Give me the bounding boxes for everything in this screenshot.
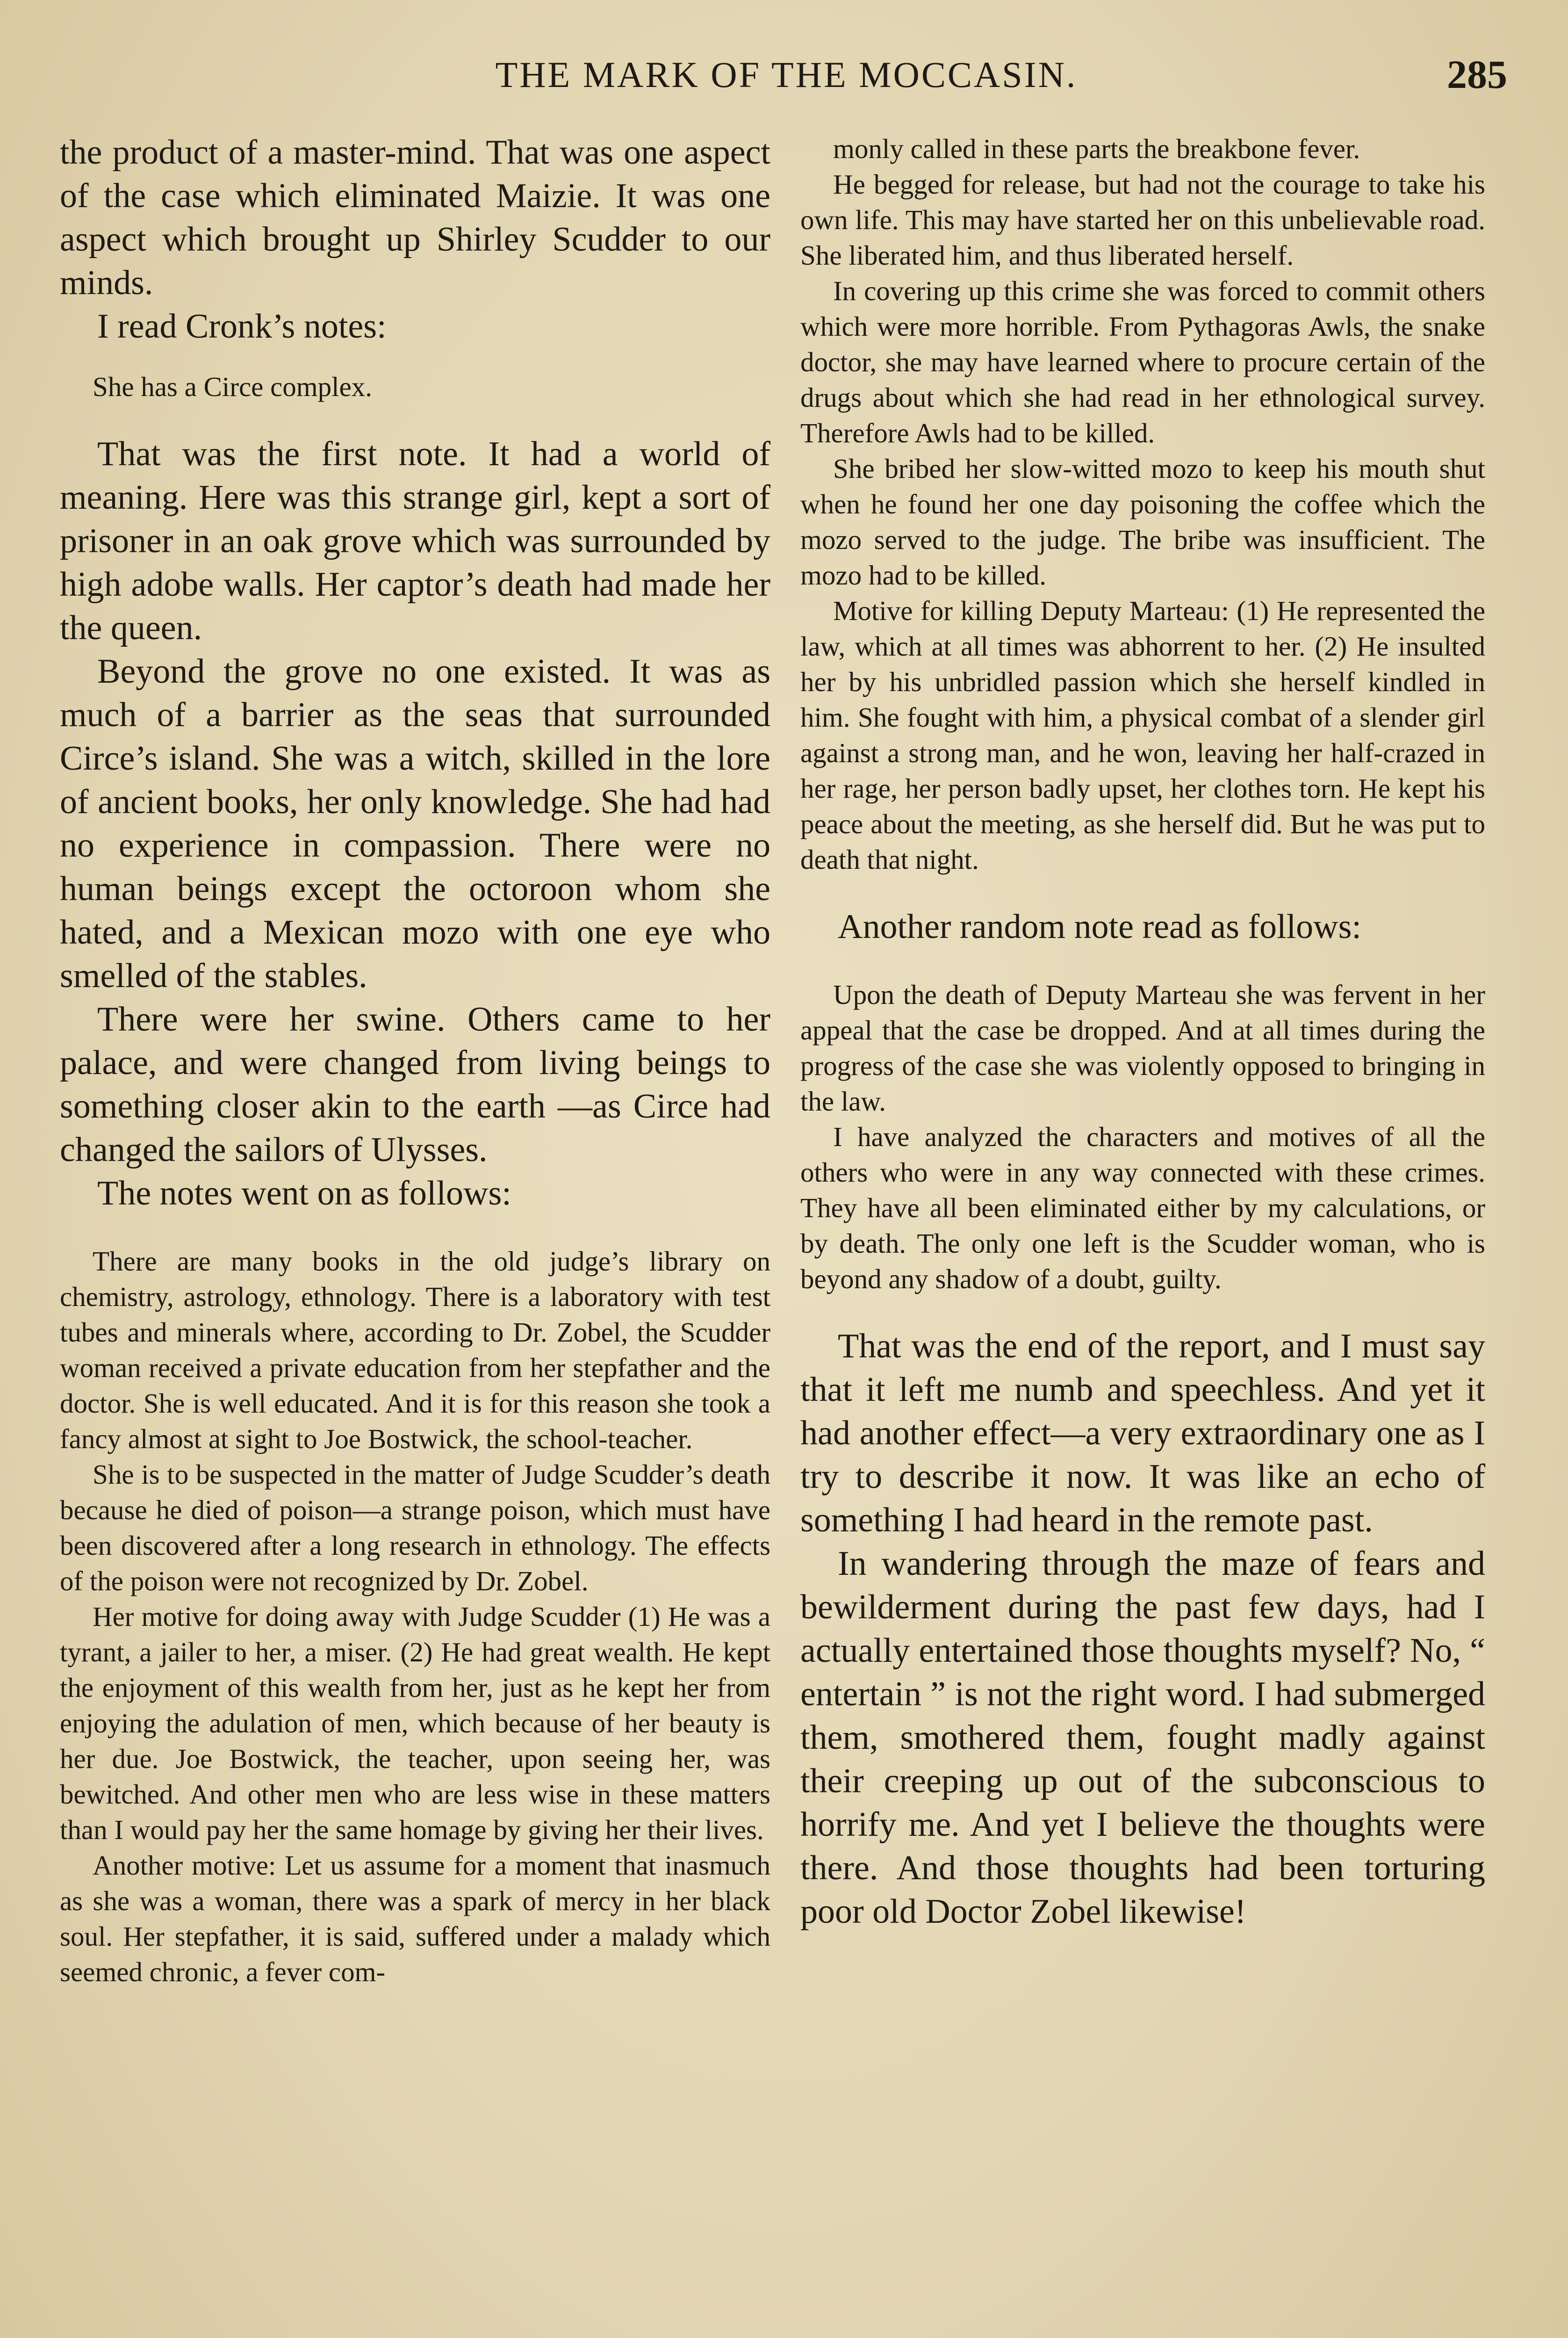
note-paragraph: In covering up this crime she was forced to commit others which were more horrible. From Pythagoras Awls, the snake doctor, she may have learned where to procure certain of the drugs about which she had read in her ethnological survey. Therefore Awls had to be killed.: [800, 275, 1485, 448]
note-paragraph: He begged for release, but had not the courage to take his own life. This may have started her on this unbelievable road. She liberated him, and thus liberated herself.: [800, 169, 1485, 271]
page-header: [56, 44, 1517, 101]
note-paragraph: Motive for killing Deputy Marteau: (1) He represented the law, which at all times was abhorrent to her. (2) He insulted her by his unbridled passion which she herself kindled in him. She fought with him, a physical combat of a slender girl against a strong man, and he won, leaving her half-crazed in her rage, her person badly upset, her clothes torn. He kept his peace about the meeting, as she herself did. But he was put to death that night.: [800, 595, 1485, 875]
right-column: [800, 131, 1485, 1934]
paragraph: Beyond the grove no one existed. It was as much of a barrier as the seas that surrounded Circe’s island. She was a witch, skilled in the lore of ancient books, her only knowledge. She had had no experience in compassion. There were no human beings except the octoroon whom she hated, and a Mexican mozo with one eye who smelled of the stables.: [60, 652, 770, 995]
paragraph: I read Cronk’s notes:: [97, 307, 387, 346]
paragraph: In wandering through the maze of fears and bewilderment during the past few days, had I actually entertained those thoughts myself? No, “ entertain ” is not the right word. I had submerged them, smothered them, fought madly against their creeping up out of the subconscious to horrify me. And yet I believe the thoughts were there. And those thoughts had been torturing poor old Doctor Zobel likewise!: [800, 1544, 1485, 1931]
running-head: THE MARK OF THE MOCCASIN.: [495, 54, 1078, 95]
note-paragraph: There are many books in the old judge’s library on chemistry, astrology, ethnology. There is a laboratory with test tubes and minerals where, according to Dr. Zobel, the Scudder woman received a private education from her stepfather and the doctor. She is well educated. And it is for this reason she took a fancy almost at sight to Joe Bostwick, the school-teacher.: [60, 1246, 770, 1454]
note-paragraph: She bribed her slow-witted mozo to keep his mouth shut when he found her one day poisoning the coffee which the mozo served to the judge. The bribe was insufficient. The mozo had to be killed.: [800, 453, 1485, 591]
note-paragraph: She has a Circe complex.: [93, 371, 373, 402]
paragraph: the product of a master-mind. That was one aspect of the case which eliminated Maizie. It was one aspect which brought up Shirley Scudder to our minds.: [60, 133, 770, 302]
paragraph: There were her swine. Others came to her palace, and were changed from living beings to something closer akin to the earth —as Circe had changed the sailors of Ulysses.: [60, 1000, 770, 1169]
note-paragraph: I have analyzed the characters and motives of all the others who were in any way connected with these crimes. They have all been eliminated either by my calculations, or by death. The only one left is the Scudder woman, who is beyond any shadow of a doubt, guilty.: [800, 1121, 1485, 1294]
left-column: [60, 131, 770, 1990]
note-paragraph: Her motive for doing away with Judge Scudder (1) He was a tyrant, a jailer to her, a miser. (2) He had great wealth. He kept the enjoyment of this wealth from her, just as he kept her from enjoying the adulation of men, which because of her beauty is her due. Joe Bostwick, the teacher, upon seeing her, was bewitched. And other men who are less wise in these matters than I would pay her the same homage by giving her their lives.: [60, 1601, 770, 1845]
note-paragraph: She is to be suspected in the matter of Judge Scudder’s death because he died of poison—a strange poison, which must have been discovered after a long research in ethnology. The effects of the poison were not recognized by Dr. Zobel.: [60, 1459, 770, 1596]
paragraph: The notes went on as follows:: [97, 1174, 511, 1212]
paragraph: Another random note read as follows:: [838, 908, 1361, 946]
page-number: 285: [1447, 52, 1507, 97]
note-paragraph: Upon the death of Deputy Marteau she was fervent in her appeal that the case be dropped. And at all times during the progress of the case she was violently opposed to bringing in the law.: [800, 979, 1485, 1117]
paragraph: That was the first note. It had a world of meaning. Here was this strange girl, kept a sort of prisoner in an oak grove which was surrounded by high adobe walls. Her captor’s death had made her the queen.: [60, 435, 770, 647]
paragraph: That was the end of the report, and I must say that it left me numb and speechless. And yet it had another effect—a very extraordinary one as I try to describe it now. It was like an echo of something I had heard in the remote past.: [800, 1327, 1485, 1539]
note-paragraph: Another motive: Let us assume for a moment that inasmuch as she was a woman, there was a spark of mercy in her black soul. Her stepfather, it is said, suffered under a malady which seemed chronic, a fever com-: [60, 1850, 770, 1987]
note-paragraph: monly called in these parts the breakbone fever.: [833, 133, 1360, 164]
